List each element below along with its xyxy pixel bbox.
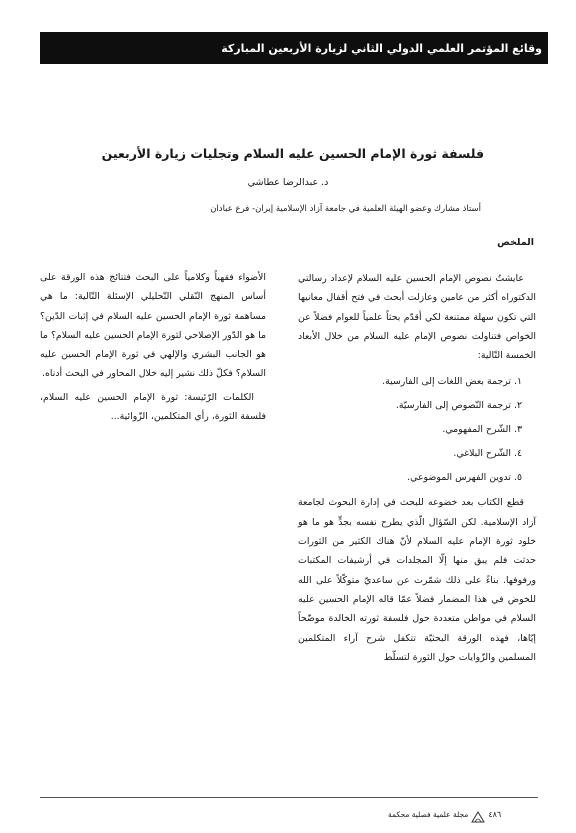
abstract-body-paragraph: قطع الكتاب بعد خضوعه للبحث في إدارة البحوث لجامعة آزاد الإسلامية. لكن السّؤال الّذي يطرح نفسه بجدٍّ هو ما هو خلود ثورة الإمام عليه السلام لأنّ هناك الكثير من الثورات حدثت فلم يبق منها إلّا المجلدات في أرشيفات المكتبات ورفوفها. بناءً على ذلك شمّرت عن ساعديّ متوكّلاً على الله للخوض في هذا المضمار فضلاً عمّا قاله الإمام الحسين عليه السلام في مواطن متعددة حول فلسفة ثورته الخالدة موضّحاً إيّاها، فهذه الورقة البحثيّة تتكفل شرح آراء المتكلمين المسلمين والزّوايات حول الثورة لتسلّط <box>298 497 536 663</box>
list-item: ١. ترجمة بعض اللغات إلى الفارسية. <box>382 376 522 388</box>
article-title: فلسفة ثورة الإمام الحسين عليه السلام وتجليات زيارة الأربعين <box>101 146 484 161</box>
list-item: ٣. الشّرح المفهومي. <box>442 424 522 436</box>
left-column <box>40 268 266 426</box>
list-item: ٤. الشّرح البلاغي. <box>453 448 522 460</box>
abstract-intro-paragraph: عايشتُ نصوص الإمام الحسين عليه السلام لإعداد رسالتي الدكتوراه أكثر من عامين وعازلت أبحث في فتح أقفال معانيها التي تكون سهلة ممتنعة لكي أقدّم بحثاً علمياً للعوام فضلاً عن الخواص فتناولت نصوص الإمام عليه السلام من خلال الأبعاد الخمسة التّالية: <box>298 273 536 362</box>
footer-divider <box>40 797 538 798</box>
right-column <box>298 269 536 667</box>
keywords-paragraph: الكلمات الرّئيسة: ثورة الإمام الحسين عليه السلام، فلسفة الثورة، رأي المتكلمين، الزّوائية... <box>40 391 266 423</box>
dimensions-list <box>298 373 536 487</box>
journal-name: مجلة علمية فصلية محكمة <box>388 809 469 819</box>
page-number: ٤٨٦ <box>488 809 502 819</box>
list-item: ٥. تدوين الفهرس الموضوعي. <box>407 472 522 484</box>
list-item: ٢. ترجمة النّصوص إلى الفارسيّة. <box>395 400 522 412</box>
page-footer <box>388 805 501 823</box>
abstract-continuation-paragraph: الأضواء فقهياً وكلامياً على البحث فتتائج هذه الورقة على أساس المنهج النّقلي التّحليلي الإسئلة التّالية: ما هي مساهمة ثورة الإمام الحسين عليه السلام في إثبات الدّين؟ ما هو الدّور الإصلاحي لثورة الإمام الحسين عليه السلام؟ ما هو الجانب البشري والإلهي في ثورة الإمام الحسين عليه السلام؟ فكلّ ذلك نشير إليه خلال المحاور في البحث أدناه. <box>40 272 266 380</box>
author-name: د. عبدالرضا عطاشي <box>247 177 329 188</box>
abstract-heading: الملخص <box>497 237 534 248</box>
journal-logo-icon <box>471 808 485 820</box>
header-text: وقائع المؤتمر العلمي الدولي الثاني لزيارة الأربعين المباركة <box>221 41 542 55</box>
header-bar <box>40 32 548 64</box>
author-affiliation: أستاذ مشارك وعضو الهيئة العلمية في جامعة آزاد الإسلامية إيران- فرع عبادان <box>210 204 481 214</box>
